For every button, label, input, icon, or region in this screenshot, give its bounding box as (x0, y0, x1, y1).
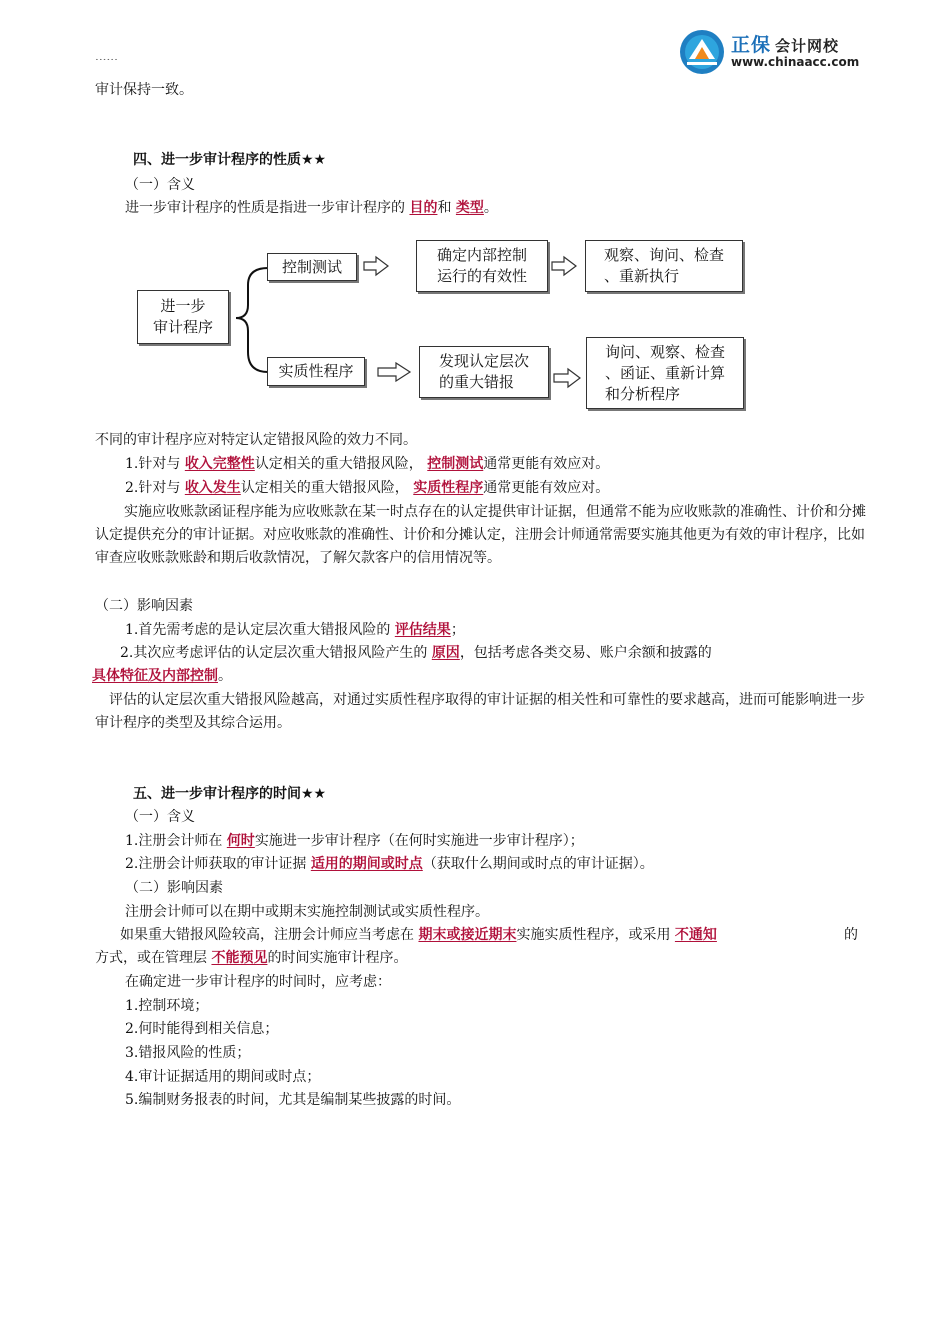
factor-item-1: 1.首先需考虑的是认定层次重大错报风险的 评估结果； (125, 622, 465, 638)
consider-item-3: 3.错报风险的性质； (125, 1045, 251, 1061)
keyword-purpose: 目的 (409, 200, 438, 216)
effectiveness-item-1: 1.针对与 收入完整性认定相关的重大错报风险， 控制测试通常更能有效应对。 (125, 456, 610, 472)
timing-paragraph-line2: 方式，或在管理层 不能预见的时间实施审计程序。 (95, 950, 408, 966)
keyword-revenue-occurrence: 收入发生 (184, 480, 241, 496)
keyword-no-notice: 不通知 (674, 927, 717, 943)
section5-sub1: （一）含义 (125, 809, 195, 825)
meaning-item-2: 2.注册会计师获取的审计证据 适用的期间或时点（获取什么期间或时点的审计证据）。 (125, 856, 654, 872)
logo-subtitle: 会计网校 (775, 37, 840, 55)
cut-off-line: ······ (95, 53, 118, 60)
risk-paragraph: 评估的认定层次重大错报风险越高，对通过实质性程序取得的审计证据的相关性和可靠性的要求越高，进而可能影响进一步审计程序的类型及其综合运用。 (95, 692, 865, 731)
consider-item-1: 1.控制环境； (125, 998, 209, 1014)
consider-item-4: 4.审计证据适用的期间或时点； (125, 1069, 321, 1085)
arrow-sub-1 (378, 363, 410, 381)
keyword-period-end: 期末或接近期末 (418, 927, 517, 943)
brace-connector (236, 268, 268, 372)
box-substantive: 实质性程序 (267, 357, 365, 386)
box-further-procedure: 进一步 审计程序 (137, 290, 229, 344)
keyword-unforeseeable: 不能预见 (211, 950, 268, 966)
confirmation-paragraph: 实施应收账款函证程序能为应收账款在某一时点存在的认定提供审计证据，但通常不能为应收账款的准确性、计价和分摊认定提供充分的审计证据。对应收账款的准确性、计价和分摊认定，注册会计师通常需要实施其他更为有效的审计程序，比如审查应收账款账龄和期后收款情况，了解欠款客户的信用情况等。 (95, 504, 866, 566)
factor-item-2-cont: 具体特征及内部控制。 (92, 668, 232, 684)
effectiveness-line: 不同的审计程序应对特定认定错报风险的效力不同。 (95, 432, 417, 448)
arrow-ctrl-1 (364, 257, 388, 275)
effectiveness-item-2: 2.针对与 收入发生认定相关的重大错报风险， 实质性程序通常更能有效应对。 (125, 480, 610, 496)
timing-paragraph-line1: 如果重大错报风险较高，注册会计师应当考虑在 期末或接近期末实施实质性程序，或采用 不通知 (120, 927, 717, 943)
box-substantive-goal: 发现认定层次 的重大错报 (419, 346, 549, 398)
section4-sub1: （一）含义 (125, 177, 195, 193)
arrow-sub-2 (554, 369, 580, 387)
keyword-assessment-result: 评估结果 (394, 622, 451, 638)
keyword-substantive: 实质性程序 (413, 480, 484, 496)
keyword-period: 适用的期间或时点 (310, 856, 423, 872)
meaning-item-1: 1.注册会计师在 何时实施进一步审计程序（在何时实施进一步审计程序）； (125, 833, 584, 849)
keyword-type: 类型 (455, 200, 484, 216)
section5-sub2: （二）影响因素 (125, 880, 223, 896)
box-substantive-methods: 询问、观察、检查 、函证、重新计算 和分析程序 (586, 337, 744, 409)
section4-sub2: （二）影响因素 (95, 598, 193, 614)
keyword-revenue-completeness: 收入完整性 (184, 456, 255, 472)
section4-definition: 进一步审计程序的性质是指进一步审计程序的 目的和 类型。 (125, 200, 498, 216)
top-continuation-text: 审计保持一致。 (95, 82, 193, 98)
logo-emblem-icon (679, 29, 725, 75)
section4-title: 四、进一步审计程序的性质★★ (133, 152, 327, 168)
box-control-goal: 确定内部控制 运行的有效性 (416, 240, 548, 292)
timing-paragraph-line1-tail: 的 (844, 927, 858, 943)
keyword-specific-features: 具体特征及内部控制 (92, 668, 218, 684)
logo-title: 正保 会计网校 (731, 34, 840, 56)
arrow-ctrl-2 (552, 257, 576, 275)
logo-url: www.chinaacc.com (731, 55, 860, 69)
consider-line: 在确定进一步审计程序的时间时，应考虑： (125, 974, 391, 990)
keyword-when: 何时 (226, 833, 255, 849)
timing-line: 注册会计师可以在期中或期末实施控制测试或实质性程序。 (125, 904, 489, 920)
consider-item-2: 2.何时能得到相关信息； (125, 1021, 279, 1037)
company-logo (679, 28, 879, 76)
box-control-methods: 观察、询问、检查 、重新执行 (585, 240, 743, 292)
keyword-reason: 原因 (431, 645, 460, 661)
box-control-test: 控制测试 (267, 253, 357, 281)
consider-item-5: 5.编制财务报表的时间，尤其是编制某些披露的时间。 (125, 1092, 461, 1108)
keyword-control-test: 控制测试 (427, 456, 484, 472)
section5-title: 五、进一步审计程序的时间★★ (133, 786, 327, 802)
factor-item-2: 2.其次应考虑评估的认定层次重大错报风险产生的 原因，包括考虑各类交易、账户余额和披露的 (120, 645, 712, 661)
